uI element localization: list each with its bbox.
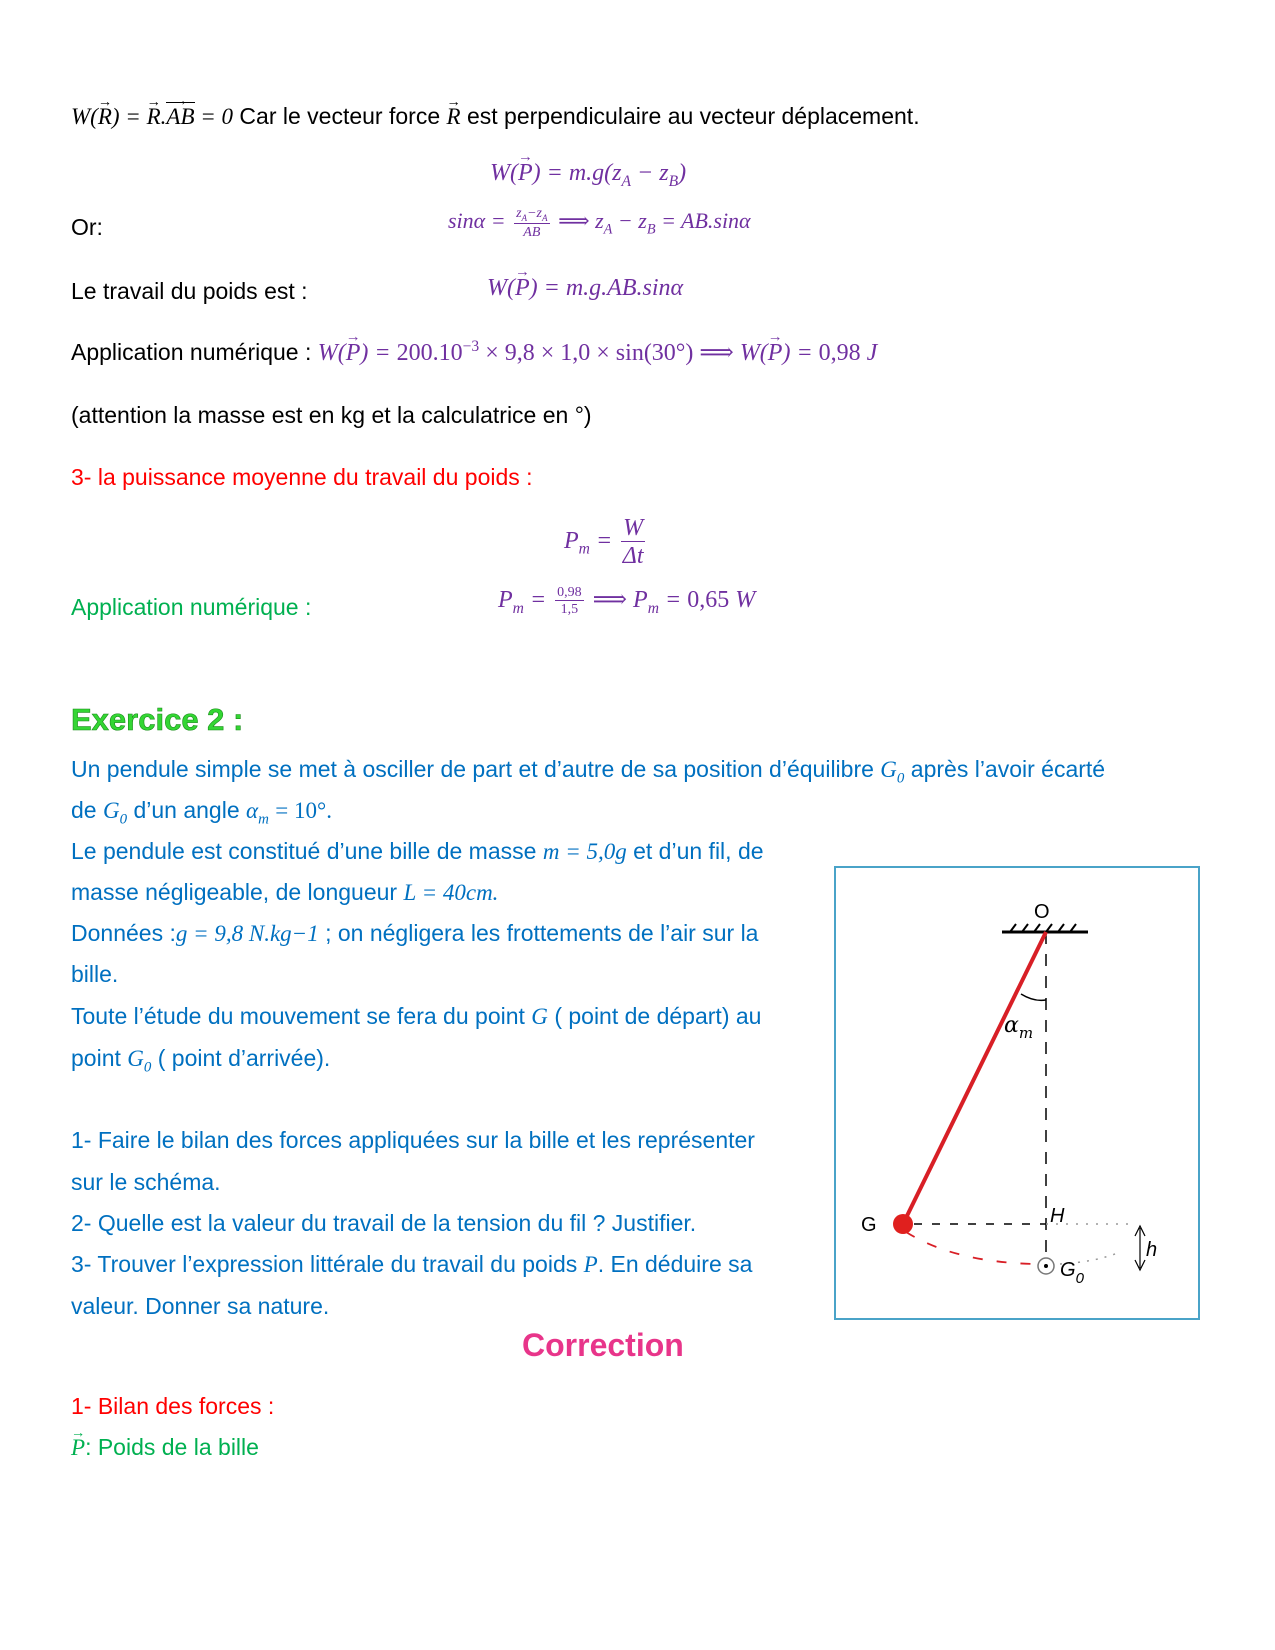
travail-formula: W(→ P) = m.g.AB.sinα xyxy=(487,275,683,302)
label-g: G xyxy=(861,1214,877,1236)
label-h-height: h xyxy=(1146,1239,1158,1261)
app2-formula: $P_m$ = $\frac{0,98}{1,5}$ ⟹ $P_m = 0,65$ W xyxy=(498,585,756,618)
label-h: H xyxy=(1050,1205,1065,1227)
ex2-line-3: Le pendule est constitué d’une bille de masse m = 5,0g et d’un fil, de xyxy=(71,838,764,864)
ex2-line-7: Toute l’étude du mouvement se fera du point G ( point de départ) au xyxy=(71,1003,762,1029)
correction-p-item: → P: Poids de la bille xyxy=(71,1434,259,1461)
ex2-line-1: Un pendule simple se met à osciller de part et d’autre de sa position d’équilibre $G_0$ après l’avoir écarté xyxy=(71,756,1106,787)
or-label: Or: xyxy=(71,214,103,240)
ex2-question-1a: 1- Faire le bilan des forces appliquées sur la bille et les représenter xyxy=(71,1127,755,1153)
work-r-text2: est perpendiculaire au vecteur déplacement. xyxy=(466,103,920,129)
label-g0: $G_0$ xyxy=(1060,1259,1084,1287)
ex2-line-5: Données :g = 9,8 N.kg−1 ; on négligera les frottements de l’air sur la xyxy=(71,920,759,946)
figure-frame xyxy=(835,867,1199,1319)
ex2-line-8: point $G_0$ ( point d’arrivée). xyxy=(71,1045,331,1076)
pendulum-figure xyxy=(834,866,1200,1320)
ex2-question-2: 2- Quelle est la valeur du travail de la tension du fil ? Justifier. xyxy=(71,1210,697,1236)
ex2-line-4: masse négligeable, de longueur L = 40cm. xyxy=(71,879,499,905)
exercise-2-title: Exercice 2 : xyxy=(71,702,244,737)
travail-label: Le travail du poids est : xyxy=(71,278,308,304)
label-alpha: $\alpha_m$ xyxy=(1004,1013,1034,1042)
work-r-text: Car le vecteur force xyxy=(239,103,441,129)
label-o: O xyxy=(1034,901,1050,923)
work-r-line: W(→ R) = → R.→ AB = 0 Car le vecteur force → R est perpendiculaire au vecteur déplacement. xyxy=(71,102,920,130)
ex2-question-1b: sur le schéma. xyxy=(71,1169,221,1195)
app-line: Application numérique : $W(\to P) = 200.10^{-3} \times 9,8 \times 1,0 \times \sin(30^\circ)$ ⟹ W(→ P) = 0,98 J xyxy=(71,338,877,367)
work-p-formula: $W(\to P) = m.g(z_A - z_B)$ xyxy=(490,160,686,191)
app2-label: Application numérique : xyxy=(71,594,312,620)
q3-heading: 3- la puissance moyenne du travail du poids : xyxy=(71,464,533,490)
ex2-question-3a: 3- Trouver l’expression littérale du travail du poids P. En déduire sa xyxy=(71,1251,753,1277)
ex2-line-2: de $G_0$ d’un angle $\alpha_m = 10^\circ$. xyxy=(71,797,332,828)
correction-title: Correction xyxy=(522,1327,684,1363)
sin-formula: sinα = $\frac{z_A-z_A}{AB}$ ⟹ $z_A - z_B = AB.\sin\alpha$ xyxy=(448,206,751,240)
ex2-line-6: bille. xyxy=(71,961,119,987)
correction-q1-heading: 1- Bilan des forces : xyxy=(71,1393,275,1419)
pendulum-ball xyxy=(893,1214,913,1234)
app-label: Application numérique : xyxy=(71,339,312,365)
attention-note: (attention la masse est en kg et la calculatrice en °) xyxy=(71,402,592,428)
pm-formula: $P_m$ = $\frac{W}{\Delta t}$ xyxy=(564,515,644,570)
ex2-question-3b: valeur. Donner sa nature. xyxy=(71,1293,330,1319)
